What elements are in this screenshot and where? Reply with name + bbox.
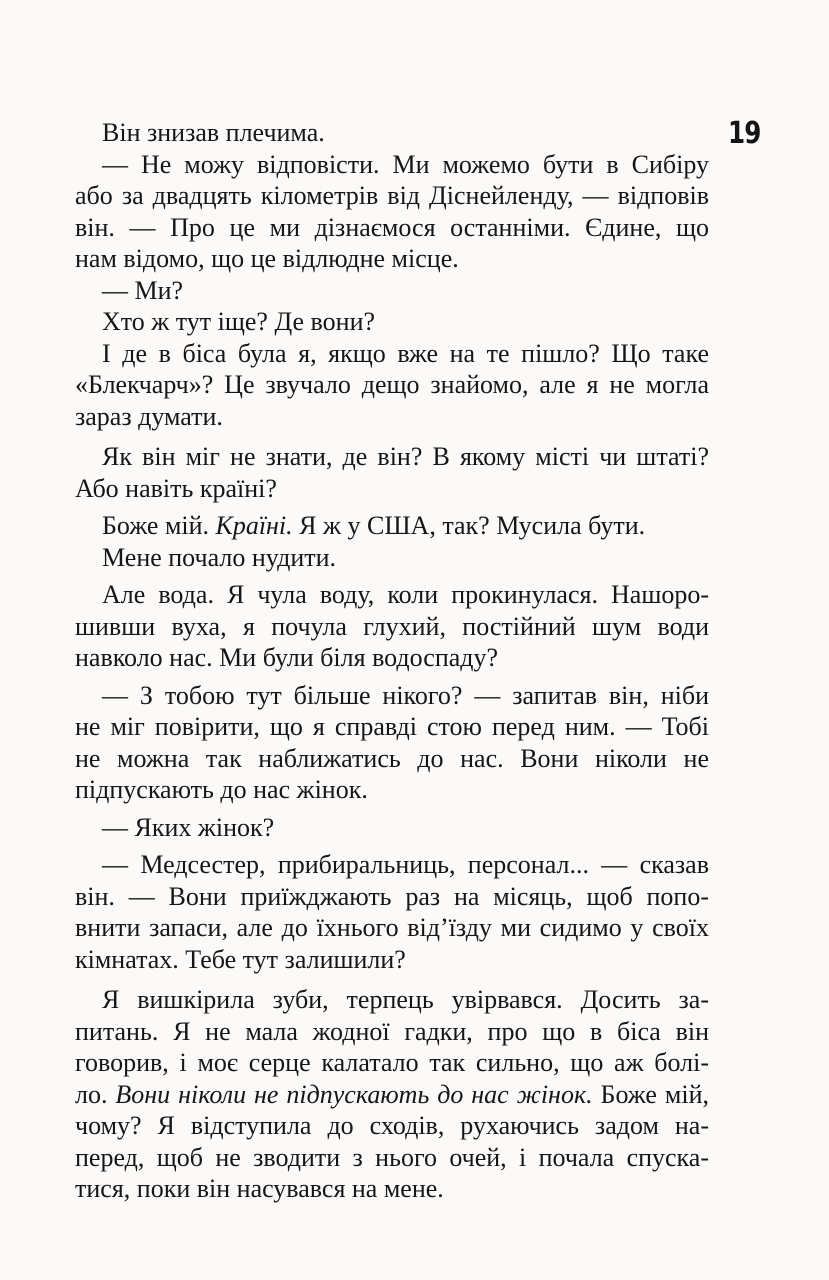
text-line: чому? Я відступила до сходів, рухаючись задом на- xyxy=(75,1111,709,1140)
text-line: І де в біса була я, якщо вже на те пішло? Що таке xyxy=(102,338,709,368)
text-line: тися, поки він насувався на мене. xyxy=(75,1174,444,1203)
paragraph xyxy=(75,306,709,338)
italic-text: Країні. xyxy=(215,511,293,540)
paragraph xyxy=(75,441,709,504)
text-line: Я вишкірила зуби, терпець увірвався. Досить за- xyxy=(102,985,709,1014)
text-line: навколо нас. Ми були біля водоспаду? xyxy=(75,643,499,672)
italic-text: Вони ніколи не підпускають до нас жінок. xyxy=(115,1079,593,1109)
text-line: внити запаси, але до їхнього від’їзду ми сидимо у своїх xyxy=(75,913,709,942)
text-line xyxy=(75,1079,709,1111)
text-line: — Ми? xyxy=(102,275,184,305)
text-line: — Не можу відповісти. Ми можемо бути в Сибіру xyxy=(102,149,709,179)
paragraph xyxy=(75,275,709,307)
text-line: Або навіть країні? xyxy=(75,473,277,503)
text-line: або за двадцять кілометрів від Діснейленду, — відповів xyxy=(75,181,709,210)
text-line: він. — Вони приїжджають раз на місяць, щоб попо- xyxy=(75,881,709,911)
text-line: питань. Я не мала жодної гадки, про що в біса він xyxy=(75,1016,709,1046)
paragraph xyxy=(75,812,709,844)
text-line: не міг повірити, що я справді стою перед ним. — Тобі xyxy=(75,712,709,741)
text-run: ло. xyxy=(75,1079,116,1109)
text-line: Мене почало нудити. xyxy=(102,542,337,572)
paragraph xyxy=(75,984,709,1205)
text-run: Я ж у США, так? Мусила бути. xyxy=(292,511,646,540)
text-line: — Медсестер, прибиральниць, персонал... — сказав xyxy=(102,850,709,879)
text-line: підпускають до нас жінок. xyxy=(75,775,368,804)
body-text xyxy=(75,117,709,1205)
text-line: кімнатах. Тебе тут залишили? xyxy=(75,944,406,974)
text-line: Хто ж тут іще? Де вони? xyxy=(102,307,376,336)
text-line: — З тобою тут більше нікого? — запитав він, ніби xyxy=(102,680,709,710)
text-run: Боже мій, xyxy=(592,1079,709,1109)
paragraph xyxy=(75,149,709,275)
paragraph xyxy=(75,579,709,674)
text-line: він. — Про це ми дізнаємося останніми. Єдине, що xyxy=(75,212,709,242)
page-number: 19 xyxy=(728,116,761,151)
text-line: шивши вуха, я почула глухий, постійний шум води xyxy=(75,611,709,641)
paragraph xyxy=(75,117,709,149)
text-line: Як він міг не знати, де він? В якому місті чи штаті? xyxy=(102,442,709,471)
paragraph xyxy=(75,510,709,542)
text-line: перед, щоб не зводити з нього очей, і почала спуска- xyxy=(75,1142,709,1172)
text-line: — Яких жінок? xyxy=(102,812,275,842)
text-line: Він знизав плечима. xyxy=(102,118,325,147)
paragraph xyxy=(75,849,709,975)
text-line: не можна так наближатись до нас. Вони ніколи не xyxy=(75,743,709,773)
paragraph xyxy=(75,542,709,574)
text-line: говорив, і моє серце калатало так сильно, що аж болі- xyxy=(75,1048,709,1077)
paragraph xyxy=(75,338,709,433)
text-line: нам відомо, що це відлюдне місце. xyxy=(75,244,459,273)
text-line xyxy=(75,510,709,542)
text-run: Боже мій. xyxy=(102,511,216,540)
text-line: Але вода. Я чула воду, коли прокинулася. Нашоро- xyxy=(102,580,709,609)
paragraph xyxy=(75,680,709,806)
text-line: «Блекчарч»? Це звучало дещо знайомо, але я не могла xyxy=(75,370,709,399)
text-line: зараз думати. xyxy=(75,401,223,431)
